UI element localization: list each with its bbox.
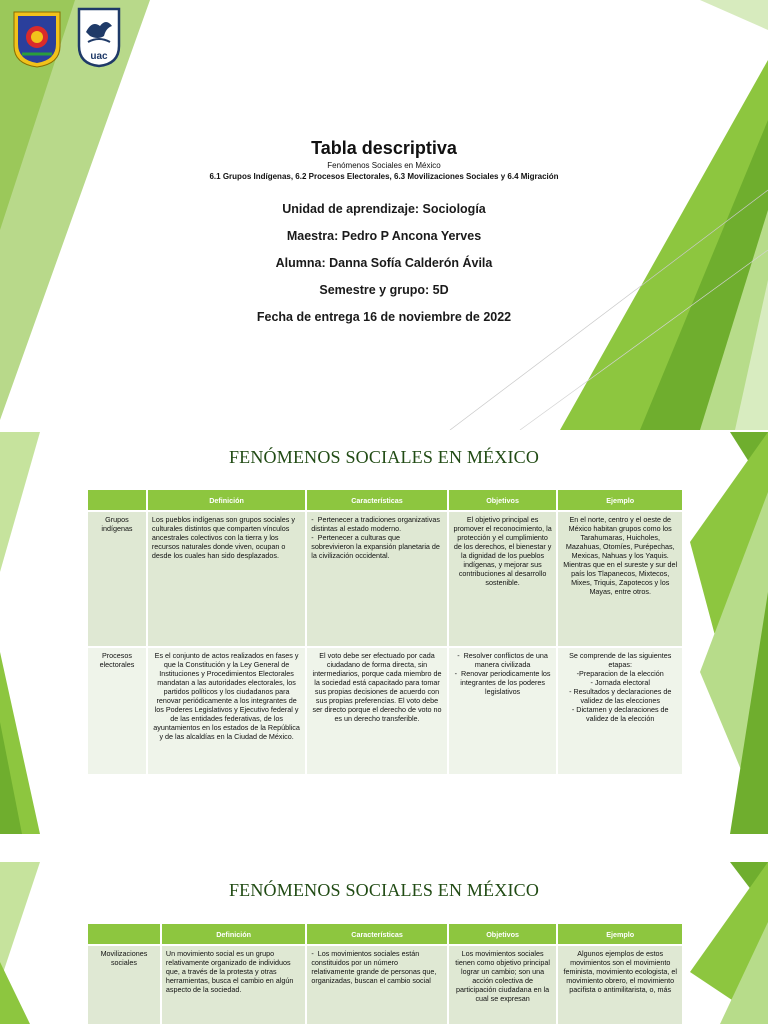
crest-logo xyxy=(12,10,62,73)
header-empty xyxy=(88,924,160,944)
table-row xyxy=(88,512,682,646)
header-empty xyxy=(88,490,146,510)
list-item: - Renovar periodicamente los integrantes de los poderes legislativos xyxy=(454,669,551,696)
section-title: FENÓMENOS SOCIALES EN MÉXICO xyxy=(228,447,540,467)
fenomenos-table xyxy=(86,488,684,776)
cell-ejemplo: En el norte, centro y el oeste de México habitan grupos como los Tarahumaras, Huicholes, Mazahuas, Otomíes, Purépechas, Mexicas, Nahuas y los Yaquis. Mientras que en el sureste y sur del país los Tlapanecos, Mixtecos, Mixes, Triquis, Zapotecos y los Mayas, entre otros. xyxy=(558,512,682,646)
list-item: Se comprende de las siguientes etapas: xyxy=(569,651,672,669)
fenomenos-table xyxy=(86,922,684,1024)
page-title: Tabla descriptiva xyxy=(311,138,457,158)
header-definicion: Definición xyxy=(162,924,305,944)
fecha-text: Fecha de entrega 16 de noviembre de 2022 xyxy=(256,310,512,324)
table-header-row xyxy=(88,490,682,510)
cell-objetivos: El objetivo principal es promover el reconocimiento, la protección y el cumplimiento de los derechos, el bienestar y la dignidad de los pueblos indígenas, y mejorar sus contribuciones al desarrollo sostenible. xyxy=(449,512,557,646)
cover-slide xyxy=(0,0,768,430)
list-item: -Preparacion de la elección xyxy=(576,669,664,678)
header-ejemplo: Ejemplo xyxy=(558,490,682,510)
list-item: - Resultados y declaraciones de validez de las elecciones xyxy=(569,687,672,705)
section-title: FENÓMENOS SOCIALES EN MÉXICO xyxy=(228,880,540,900)
list-item: - Resolver conflictos de una manera civilizada xyxy=(457,651,548,669)
row-label: Grupos indígenas xyxy=(88,512,146,646)
header-ejemplo: Ejemplo xyxy=(558,924,682,944)
table-header-row xyxy=(88,924,682,944)
header-caracteristicas: Características xyxy=(307,924,446,944)
alumna-text: Alumna: Danna Sofía Calderón Ávila xyxy=(275,256,493,270)
cell-definicion: Es el conjunto de actos realizados en fases y que la Constitución y la Ley General de Instituciones y Procedimientos Electorales mandatan a las autoridades electorales, los partidos políticos y los ciudadanos para renovar periódicamente a los integrantes de los Poderes Legislativos y Ejecutivo federal y de las entidades federativas, de los ayuntamientos en los estados de la República y de las alcaldías en la Ciudad de México. xyxy=(148,648,305,774)
row-label: Procesos electorales xyxy=(88,648,146,774)
list-item: - Pertenecer a tradiciones organizativas distintas al estado moderno. xyxy=(311,515,440,533)
cell-objetivos: Los movimientos sociales tienen como objetivo principal lograr un cambio; son una acción colectiva de participación ciudadana en la cual se expresan xyxy=(449,946,557,1024)
header-definicion: Definición xyxy=(148,490,305,510)
header-caracteristicas: Características xyxy=(307,490,446,510)
maestra-text: Maestra: Pedro P Ancona Yerves xyxy=(286,229,482,243)
list-item: - Dictamen y declaraciones de validez de la elección xyxy=(571,705,669,723)
cell-caracteristicas xyxy=(307,512,446,646)
row-label: Movilizaciones sociales xyxy=(88,946,160,1024)
cell-ejemplo xyxy=(558,648,682,774)
cell-definicion: Los pueblos indígenas son grupos sociales y culturales distintos que comparten vínculos ancestrales colectivos con la tierra y los recursos naturales donde viven, ocupan o desde los cuales han sido desplazados. xyxy=(148,512,305,646)
table-row xyxy=(88,648,682,774)
cell-caracteristicas: El voto debe ser efectuado por cada ciudadano de forma directa, sin intermediarios, porque cada miembro de la sociedad está capacitado para tomar sus propias decisiones de acuerdo con sus propias preferencias. El voto debe ser directo porque el derecho de voto no es un derecho transferible. xyxy=(307,648,446,774)
unidad-text: Unidad de aprendizaje: Sociología xyxy=(282,202,486,216)
table-slide-2 xyxy=(0,862,768,1024)
slide-divider xyxy=(0,834,768,862)
header-objetivos: Objetivos xyxy=(449,924,557,944)
cell-caracteristicas: - Los movimientos sociales están constituidos por un número relativamente grande de personas que, organizadas, buscan el cambio social xyxy=(307,946,446,1024)
cell-objetivos xyxy=(449,648,557,774)
subtitle-units: 6.1 Grupos Indígenas, 6.2 Procesos Electorales, 6.3 Movilizaciones Sociales y 6.4 Migración xyxy=(209,172,559,181)
table-slide-1 xyxy=(0,432,768,834)
header-objetivos: Objetivos xyxy=(449,490,557,510)
uac-logo xyxy=(76,6,122,73)
cell-definicion: Un movimiento social es un grupo relativamente organizado de individuos que, a través de la protesta y otras herramientas, busca el cambio en algún aspecto de la sociedad. xyxy=(162,946,305,1024)
list-item: - Pertenecer a culturas que sobrevivieron la expansión planetaria de la civilización occidental. xyxy=(311,533,440,560)
list-item: - Jornada electoral xyxy=(590,678,650,687)
table-row xyxy=(88,946,682,1024)
semestre-text: Semestre y grupo: 5D xyxy=(319,283,449,297)
uac-logo-text: uac xyxy=(90,51,108,62)
subtitle-topic: Fenómenos Sociales en México xyxy=(327,161,441,170)
cell-ejemplo: Algunos ejemplos de estos movimientos son el movimiento feminista, movimiento ecologista, el movimiento obrero, el movimiento pacifista o antimilitarista, o, más xyxy=(558,946,682,1024)
